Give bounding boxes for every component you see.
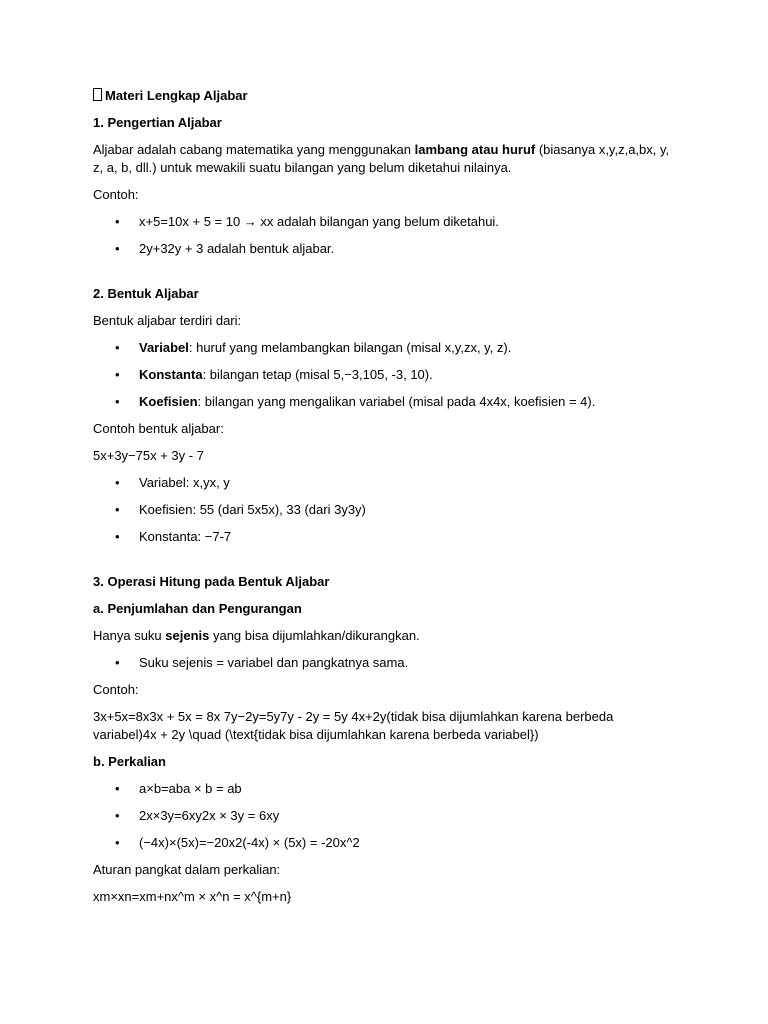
list-item: • x+5=10x + 5 = 10 → xx adalah bilangan yang belum diketahui.	[93, 213, 676, 231]
section-3b-rule-intro: Aturan pangkat dalam perkalian:	[93, 862, 281, 877]
section-3a-heading: a. Penjumlahan dan Pengurangan	[93, 601, 302, 616]
missing-glyph-icon	[93, 88, 102, 101]
section-2-terms-list	[93, 339, 676, 411]
section-2-example-label: Contoh bentuk aljabar:	[93, 421, 224, 436]
list-item: • Variabel: x,yx, y	[93, 474, 676, 492]
list-item: • Variabel: huruf yang melambangkan bilangan (misal x,y,zx, y, z).	[93, 339, 676, 357]
section-2-expression: 5x+3y−75x + 3y - 7	[93, 448, 204, 463]
list-item: • Konstanta: bilangan tetap (misal 5,−3,105, -3, 10).	[93, 366, 676, 384]
section-3a-paragraph: Hanya suku sejenis yang bisa dijumlahkan/dikurangkan.	[93, 628, 420, 643]
list-item: • 2x×3y=6xy2x × 3y = 6xy	[93, 807, 676, 825]
list-item: • 2y+32y + 3 adalah bentuk aljabar.	[93, 240, 676, 258]
section-1-list	[93, 213, 676, 258]
document-title: Materi Lengkap Aljabar	[93, 87, 676, 105]
list-item: • Konstanta: −7-7	[93, 528, 676, 546]
section-3b-rule: xm×xn=xm+nx^m × x^n = x^{m+n}	[93, 889, 292, 904]
list-item: • Koefisien: bilangan yang mengalikan variabel (misal pada 4x4x, koefisien = 4).	[93, 393, 676, 411]
section-3-heading: 3. Operasi Hitung pada Bentuk Aljabar	[93, 574, 330, 589]
section-3b-heading: b. Perkalian	[93, 754, 166, 769]
section-2-intro: Bentuk aljabar terdiri dari:	[93, 313, 242, 328]
section-1-example-label: Contoh:	[93, 187, 139, 202]
section-3a-example-label: Contoh:	[93, 682, 139, 697]
list-item: • a×b=aba × b = ab	[93, 780, 676, 798]
section-1-heading: 1. Pengertian Aljabar	[93, 115, 222, 130]
section-3a-example: 3x+5x=8x3x + 5x = 8x 7y−2y=5y7y - 2y = 5y 4x+2y(tidak bisa dijumlahkan karena berbeda variabel)4x + 2y \quad (\text{tidak bisa dijumlahkan karena berbeda variabel})	[93, 709, 614, 742]
section-1-paragraph: Aljabar adalah cabang matematika yang menggunakan lambang atau huruf (biasanya x,y,z,a,bx, y, z, a, b, dll.) untuk mewakili suatu bilangan yang belum diketahui nilainya.	[93, 142, 670, 175]
section-2-heading: 2. Bentuk Aljabar	[93, 286, 199, 301]
section-3b-list	[93, 780, 676, 852]
list-item: • (−4x)×(5x)=−20x2(-4x) × (5x) = -20x^2	[93, 834, 676, 852]
section-2-example-list	[93, 474, 676, 546]
list-item: • Koefisien: 55 (dari 5x5x), 33 (dari 3y3y)	[93, 501, 676, 519]
section-3a-list	[93, 654, 676, 672]
list-item: • Suku sejenis = variabel dan pangkatnya sama.	[93, 654, 676, 672]
